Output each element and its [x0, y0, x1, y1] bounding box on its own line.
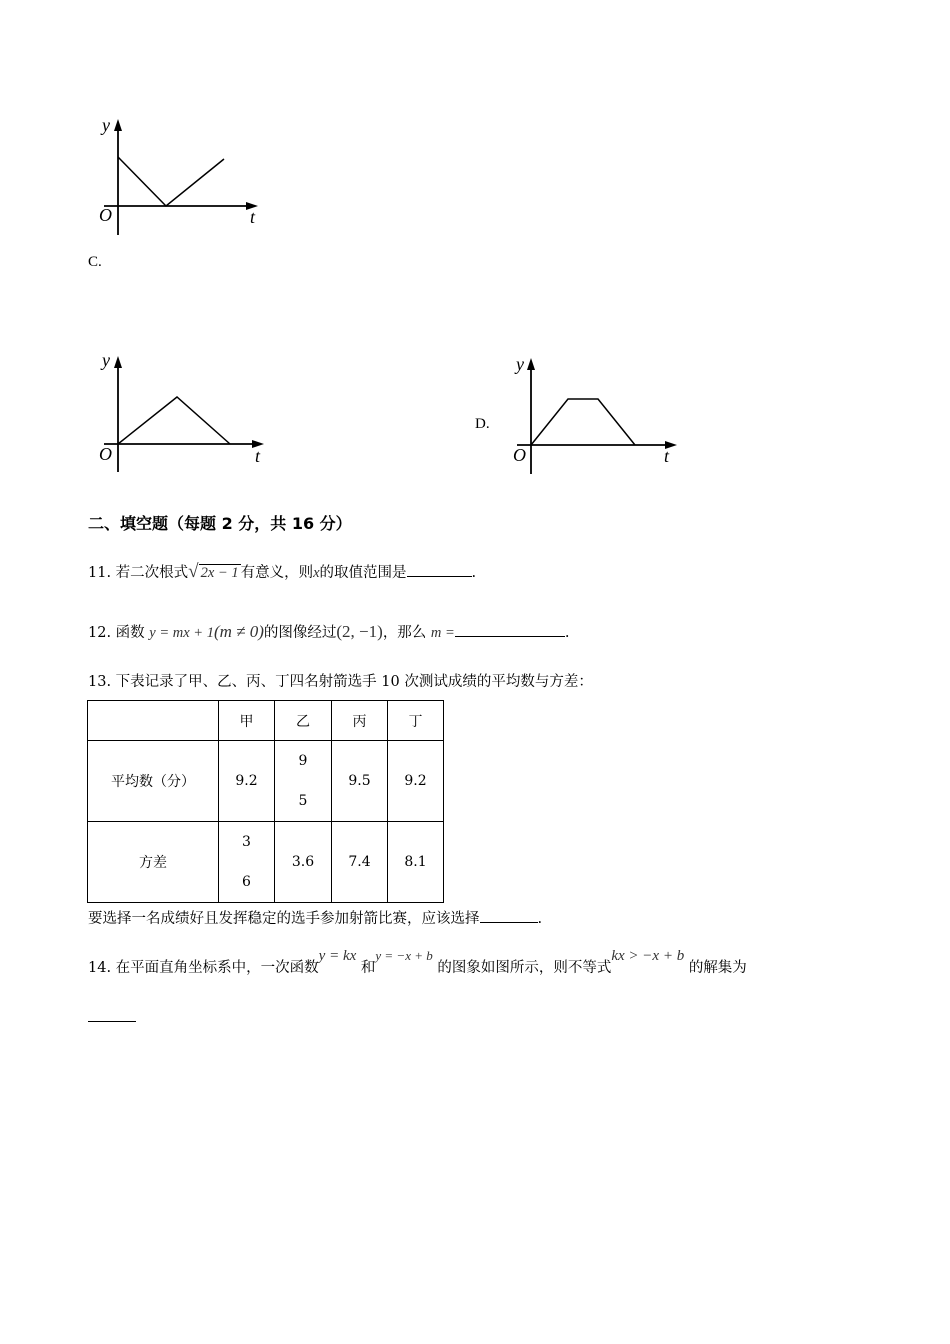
section-title: 二、填空题（每题 2 分，共 16 分）	[88, 514, 352, 533]
table-header-cell	[88, 701, 219, 741]
x-axis-label: t	[255, 446, 261, 466]
x-axis-label: t	[664, 446, 670, 466]
function-1: y = kx	[318, 948, 357, 964]
period: .	[471, 565, 477, 581]
variable: x	[313, 565, 320, 581]
question-text: 有意义，则	[240, 565, 314, 581]
y-axis-label: y	[102, 350, 110, 370]
option-d-label: D.	[475, 416, 490, 432]
row-label: 方差	[88, 822, 219, 903]
question-12	[88, 621, 569, 642]
question-13	[88, 670, 593, 691]
table-cell: 9.2	[219, 741, 275, 822]
table-cell: 9.2	[388, 741, 444, 822]
row-label: 平均数（分）	[88, 741, 219, 822]
question-text: 下表记录了甲、乙、丙、丁四名射箭选手 10 次测试成绩的平均数与方差：	[115, 674, 593, 690]
question-text: 的图像经过	[263, 625, 337, 641]
question-text: 在平面直角坐标系中，一次函数	[115, 960, 319, 976]
origin-label: O	[99, 205, 112, 225]
question-text: 要选择一名成绩好且发挥稳定的选手参加射箭比赛，应该选择	[88, 911, 480, 927]
graph-option-d	[503, 352, 683, 477]
table-header-cell: 丙	[332, 701, 388, 741]
table-cell-wrapped	[275, 741, 332, 822]
table-cell-wrapped	[219, 822, 275, 903]
point: (2, −1)	[336, 622, 383, 641]
table-header-cell: 甲	[219, 701, 275, 741]
table-header-cell: 丁	[388, 701, 444, 741]
question-text: 函数	[115, 625, 145, 641]
inequality: kx > −x + b	[611, 948, 685, 964]
table-row	[88, 822, 444, 903]
cell-line: 6	[242, 874, 251, 890]
period: .	[537, 911, 543, 927]
question-number: 11.	[88, 565, 112, 581]
question-text: ，那么	[382, 625, 427, 641]
cell-line: 5	[298, 793, 308, 809]
question-14	[88, 948, 747, 977]
cell-line: 9	[298, 753, 308, 769]
table-cell: 7.4	[332, 822, 388, 903]
function-2: y = −x + b	[375, 948, 433, 963]
y-axis-label: y	[102, 115, 110, 135]
question-text: 的解集为	[688, 960, 747, 976]
sqrt-symbol: √	[188, 561, 199, 582]
question-text: 的取值范围是	[319, 565, 407, 581]
table-cell: 8.1	[388, 822, 444, 903]
table-header-row	[88, 701, 444, 741]
answer-blank[interactable]	[455, 622, 565, 637]
table-row	[88, 741, 444, 822]
period: .	[564, 625, 570, 641]
question-text: 的图象如图所示，则不等式	[437, 960, 612, 976]
answer-blank[interactable]	[407, 562, 472, 577]
cell-line: 3	[242, 834, 251, 850]
question-text: 和	[360, 960, 376, 976]
question-number: 12.	[88, 625, 112, 641]
function-expression: y = mx + 1	[149, 625, 214, 641]
condition: (m ≠ 0)	[213, 622, 264, 641]
answer-blank[interactable]	[88, 1021, 136, 1022]
table-cell: 3.6	[275, 822, 332, 903]
y-axis-label: y	[516, 354, 524, 374]
option-c-label: C.	[88, 254, 102, 270]
x-axis-label: t	[250, 207, 256, 227]
table-cell: 9.5	[332, 741, 388, 822]
table-header-cell: 乙	[275, 701, 332, 741]
variable: m =	[430, 625, 455, 641]
score-table	[87, 700, 444, 903]
question-number: 13.	[88, 674, 112, 690]
answer-blank[interactable]	[480, 908, 538, 923]
origin-label: O	[99, 444, 112, 464]
question-number: 14.	[88, 960, 112, 976]
question-text: 若二次根式	[115, 565, 189, 581]
graph-option-c	[90, 350, 270, 475]
origin-label: O	[513, 445, 526, 465]
graph-top	[90, 115, 270, 240]
question-11	[88, 561, 476, 583]
question-13-followup	[88, 907, 542, 928]
radicand: 2x − 1	[200, 565, 239, 581]
